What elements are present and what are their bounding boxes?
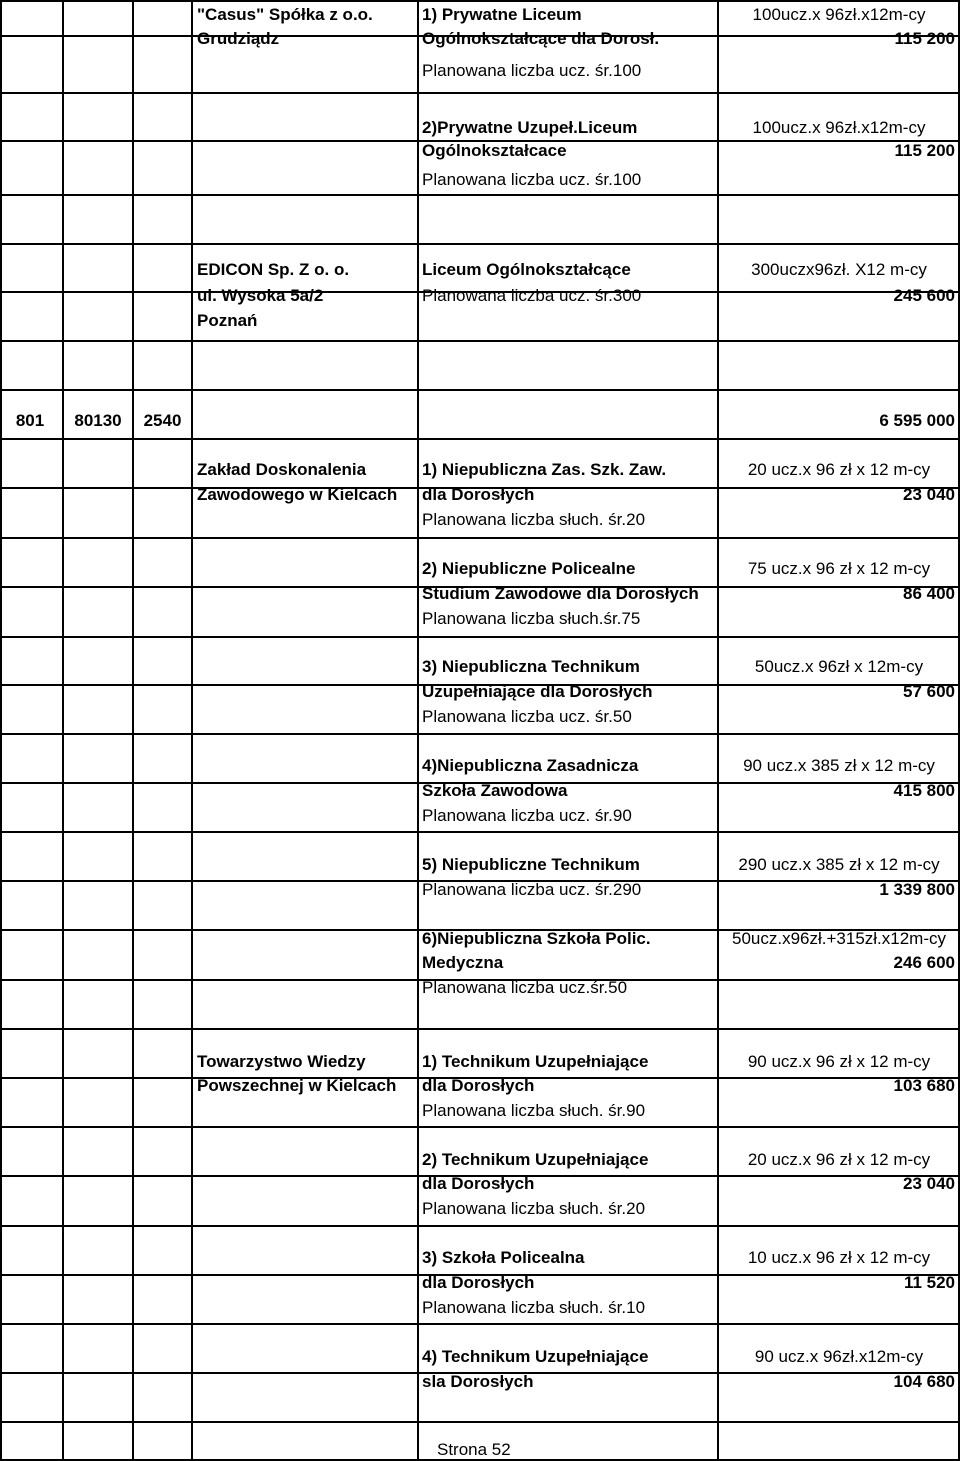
grid-vline-2 xyxy=(132,0,134,1461)
cell-school: Planowana liczba ucz. śr.50 xyxy=(422,707,632,726)
cell-school: 1) Prywatne Liceum xyxy=(422,5,582,24)
cell-amount: 115 200 xyxy=(894,141,955,160)
grid-hline-25 xyxy=(0,1225,960,1227)
cell-school: 2) Technikum Uzupełniające xyxy=(422,1150,649,1169)
cell-school: Liceum Ogólnokształcące xyxy=(422,260,631,279)
cell-school: Planowana liczba ucz. śr.90 xyxy=(422,806,632,825)
cell-school: Planowana liczba słuch. śr.10 xyxy=(422,1298,646,1317)
cell-provider: Grudziądz xyxy=(197,29,280,48)
cell-school: sla Dorosłych xyxy=(422,1372,534,1391)
cell-school: Planowana liczba ucz. śr.300 xyxy=(422,286,642,305)
cell-school: 1) Technikum Uzupełniające xyxy=(422,1052,649,1071)
page-number: Strona 52 xyxy=(437,1440,511,1459)
cell-calc: 75 ucz.x 96 zł x 12 m-cy xyxy=(747,559,931,578)
cell-calc: 20 ucz.x 96 zł x 12 m-cy xyxy=(747,1150,931,1169)
grid-hline-21 xyxy=(0,1028,960,1030)
cell-c2: 80130 xyxy=(74,411,122,430)
cell-calc: 90 ucz.x 96zł.x12m-cy xyxy=(754,1347,924,1366)
cell-amount: 86 400 xyxy=(903,584,955,603)
cell-school: dla Dorosłych xyxy=(422,1174,535,1193)
grid-vline-5 xyxy=(717,0,719,1461)
cell-school: 3) Szkoła Policealna xyxy=(422,1248,585,1267)
cell-school: Planowana liczba słuch.śr.75 xyxy=(422,609,641,628)
grid-hline-2 xyxy=(0,92,960,94)
cell-calc: 300uczx96zł. X12 m-cy xyxy=(751,260,927,279)
cell-total: 6 595 000 xyxy=(879,411,955,430)
cell-calc: 290 ucz.x 385 zł x 12 m-cy xyxy=(738,855,940,874)
grid-hline-4 xyxy=(0,194,960,196)
cell-school: Planowana liczba słuch. śr.90 xyxy=(422,1101,646,1120)
cell-calc: 100ucz.x 96zł.x12m-cy xyxy=(752,118,926,137)
cell-school: Ogólnokształcące dla Dorosł. xyxy=(422,29,660,48)
cell-amount: 415 800 xyxy=(893,781,955,800)
cell-calc: 20 ucz.x 96 zł x 12 m-cy xyxy=(747,460,931,479)
cell-provider: Poznań xyxy=(197,311,258,330)
cell-calc: 10 ucz.x 96 zł x 12 m-cy xyxy=(747,1248,931,1267)
grid-vline-0 xyxy=(0,0,2,1461)
cell-calc: 100ucz.x 96zł.x12m-cy xyxy=(752,5,926,24)
grid-hline-11 xyxy=(0,537,960,539)
cell-provider: Towarzystwo Wiedzy xyxy=(197,1052,366,1071)
cell-school: Medyczna xyxy=(422,953,504,972)
cell-school: Planowana liczba słuch. śr.20 xyxy=(422,510,646,529)
cell-school: dla Dorosłych xyxy=(422,1076,535,1095)
grid-hline-23 xyxy=(0,1126,960,1128)
cell-amount: 245 600 xyxy=(893,286,955,305)
cell-provider: ul. Wysoka 5a/2 xyxy=(197,286,324,305)
grid-hline-15 xyxy=(0,733,960,735)
cell-school: Ogólnokształcace xyxy=(422,141,567,160)
grid-hline-27 xyxy=(0,1323,960,1325)
cell-calc: 50ucz.x96zł.+315zł.x12m-cy xyxy=(731,929,947,948)
cell-provider: EDICON Sp. Z o. o. xyxy=(197,260,350,279)
cell-amount: 115 200 xyxy=(894,29,955,48)
grid-hline-17 xyxy=(0,831,960,833)
grid-hline-9 xyxy=(0,438,960,440)
cell-school: 4) Technikum Uzupełniające xyxy=(422,1347,649,1366)
grid-hline-8 xyxy=(0,389,960,391)
cell-school: Planowana liczba słuch. śr.20 xyxy=(422,1199,646,1218)
cell-amount: 104 680 xyxy=(893,1372,955,1391)
cell-amount: 57 600 xyxy=(903,682,955,701)
cell-amount: 1 339 800 xyxy=(879,880,955,899)
cell-school: Planowana liczba ucz. śr.100 xyxy=(422,170,642,189)
cell-school: 5) Niepubliczne Technikum xyxy=(422,855,640,874)
cell-provider: Zawodowego w Kielcach xyxy=(197,485,398,504)
cell-amount: 11 520 xyxy=(903,1273,955,1292)
cell-c3: 2540 xyxy=(143,411,182,430)
cell-school: Studium Zawodowe dla Dorosłych xyxy=(422,584,699,603)
cell-school: Uzupełniające dla Dorosłych xyxy=(422,682,653,701)
cell-school: 2)Prywatne Uzupeł.Liceum xyxy=(422,118,638,137)
cell-amount: 103 680 xyxy=(893,1076,955,1095)
cell-school: 6)Niepubliczna Szkoła Polic. xyxy=(422,929,651,948)
cell-school: dla Dorosłych xyxy=(422,1273,535,1292)
cell-c1: 801 xyxy=(15,411,45,430)
grid-vline-4 xyxy=(417,0,419,1461)
cell-calc: 90 ucz.x 385 zł x 12 m-cy xyxy=(743,756,935,775)
cell-provider: Powszechnej w Kielcach xyxy=(197,1076,397,1095)
grid-hline-0 xyxy=(0,0,960,2)
cell-amount: 23 040 xyxy=(903,1174,955,1193)
grid-hline-13 xyxy=(0,636,960,638)
cell-school: Planowana liczba ucz. śr.290 xyxy=(422,880,642,899)
grid-vline-3 xyxy=(191,0,193,1461)
cell-school: 2) Niepubliczne Policealne xyxy=(422,559,636,578)
grid-hline-5 xyxy=(0,243,960,245)
cell-school: Szkoła Zawodowa xyxy=(422,781,568,800)
cell-school: Planowana liczba ucz.śr.50 xyxy=(422,978,628,997)
cell-school: 1) Niepubliczna Zas. Szk. Zaw. xyxy=(422,460,667,479)
cell-provider: Zakład Doskonalenia xyxy=(197,460,367,479)
cell-school: dla Dorosłych xyxy=(422,485,535,504)
cell-calc: 90 ucz.x 96 zł x 12 m-cy xyxy=(747,1052,931,1071)
cell-school: 3) Niepubliczna Technikum xyxy=(422,657,640,676)
cell-amount: 246 600 xyxy=(893,953,955,972)
cell-amount: 23 040 xyxy=(903,485,955,504)
grid-vline-1 xyxy=(62,0,64,1461)
cell-school: 4)Niepubliczna Zasadnicza xyxy=(422,756,639,775)
cell-provider: "Casus" Spółka z o.o. xyxy=(197,5,373,24)
cell-calc: 50ucz.x 96zł x 12m-cy xyxy=(754,657,924,676)
grid-hline-29 xyxy=(0,1421,960,1423)
grid-hline-7 xyxy=(0,340,960,342)
cell-school: Planowana liczba ucz. śr.100 xyxy=(422,61,642,80)
